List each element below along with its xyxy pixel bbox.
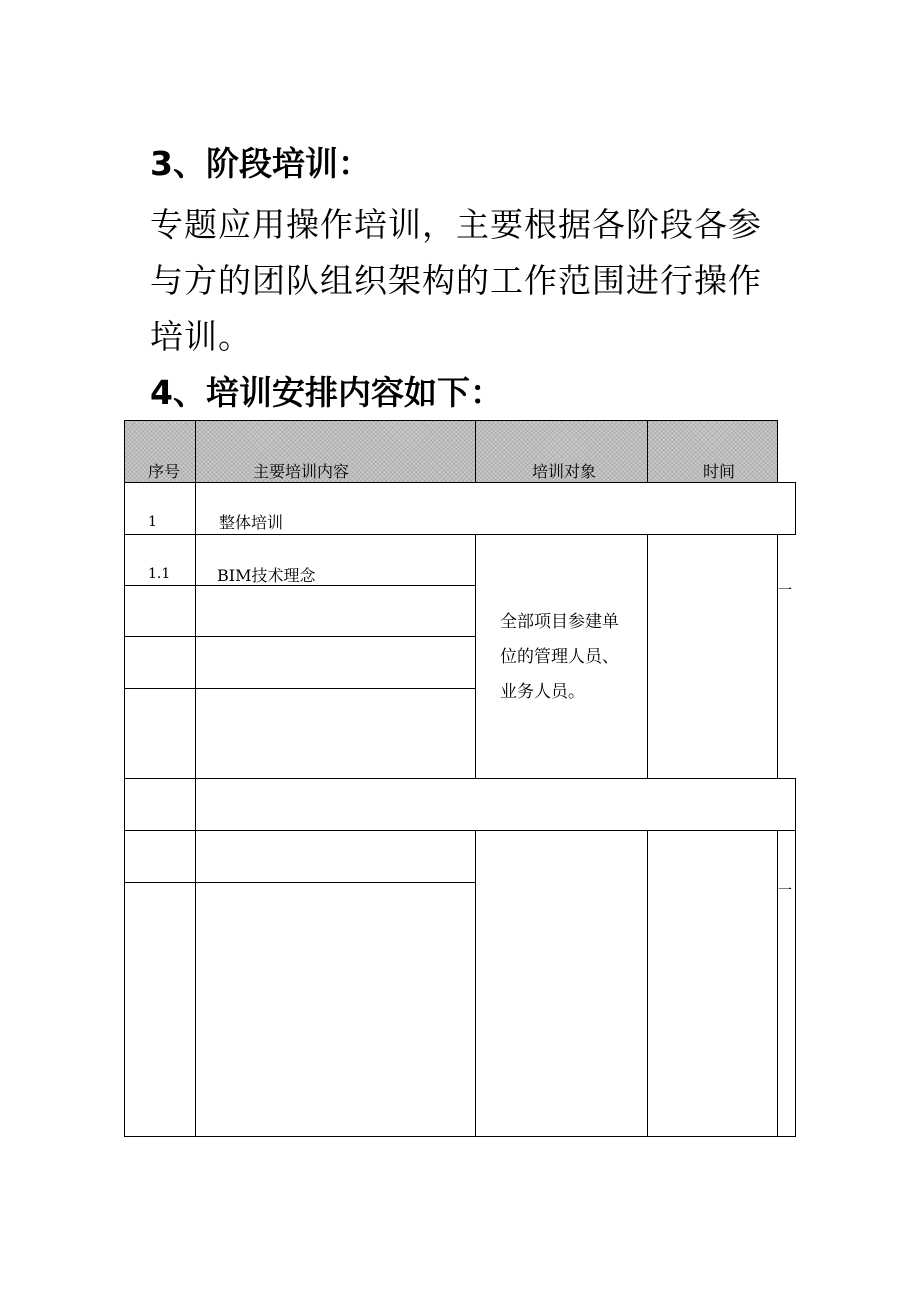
- row-1-content: 整体培训: [219, 513, 284, 532]
- audience-line-3: 业务人员。: [500, 682, 585, 702]
- audience-line-2: 位的管理人员、: [500, 647, 619, 667]
- row-line-830: [124, 830, 796, 831]
- row-line-534: [124, 534, 796, 535]
- section-3-line-1: 专题应用操作培训，主要根据各阶段各参: [150, 205, 762, 244]
- section-4-heading: 4、培训安排内容如下：: [150, 373, 503, 412]
- header-time: 时间: [703, 462, 736, 481]
- col-divider-4-lower: [777, 830, 778, 1137]
- table-bottom-border: [124, 1136, 796, 1137]
- row-line-778: [124, 778, 796, 779]
- section-3-line-3: 培训。: [150, 317, 252, 356]
- row-line-636: [124, 636, 476, 637]
- audience-line-1: 全部项目参建单: [500, 612, 619, 632]
- col-divider-1: [195, 482, 196, 1137]
- right-border-row-mid: [795, 778, 796, 830]
- row-line-688: [124, 688, 476, 689]
- col-divider-3-lower: [647, 830, 648, 1137]
- col-divider-2-lower: [475, 830, 476, 1137]
- row-line-482: [124, 482, 796, 483]
- edge-mark-upper: 一: [778, 583, 792, 599]
- header-no: 序号: [148, 462, 181, 481]
- col-divider-2-upper: [475, 534, 476, 779]
- row-1-1-content: BIM技术理念: [217, 566, 316, 585]
- row-1-no: 1: [148, 514, 157, 530]
- header-audience: 培训对象: [532, 462, 597, 481]
- col-divider-4-upper: [777, 534, 778, 779]
- header-content: 主要培训内容: [253, 462, 350, 481]
- section-3-heading: 3、阶段培训：: [150, 144, 371, 183]
- section-3-line-2: 与方的团队组织架构的工作范围进行操作: [150, 261, 762, 300]
- col-divider-3-upper: [647, 534, 648, 779]
- row-1-1-no: 1.1: [148, 566, 171, 582]
- edge-mark-lower: 一: [778, 883, 792, 899]
- right-border-row1: [795, 482, 796, 534]
- table-left-border: [124, 482, 125, 1137]
- right-border-lower: [795, 830, 796, 1137]
- row-line-882: [124, 882, 476, 883]
- audience-cell-text: [500, 605, 619, 710]
